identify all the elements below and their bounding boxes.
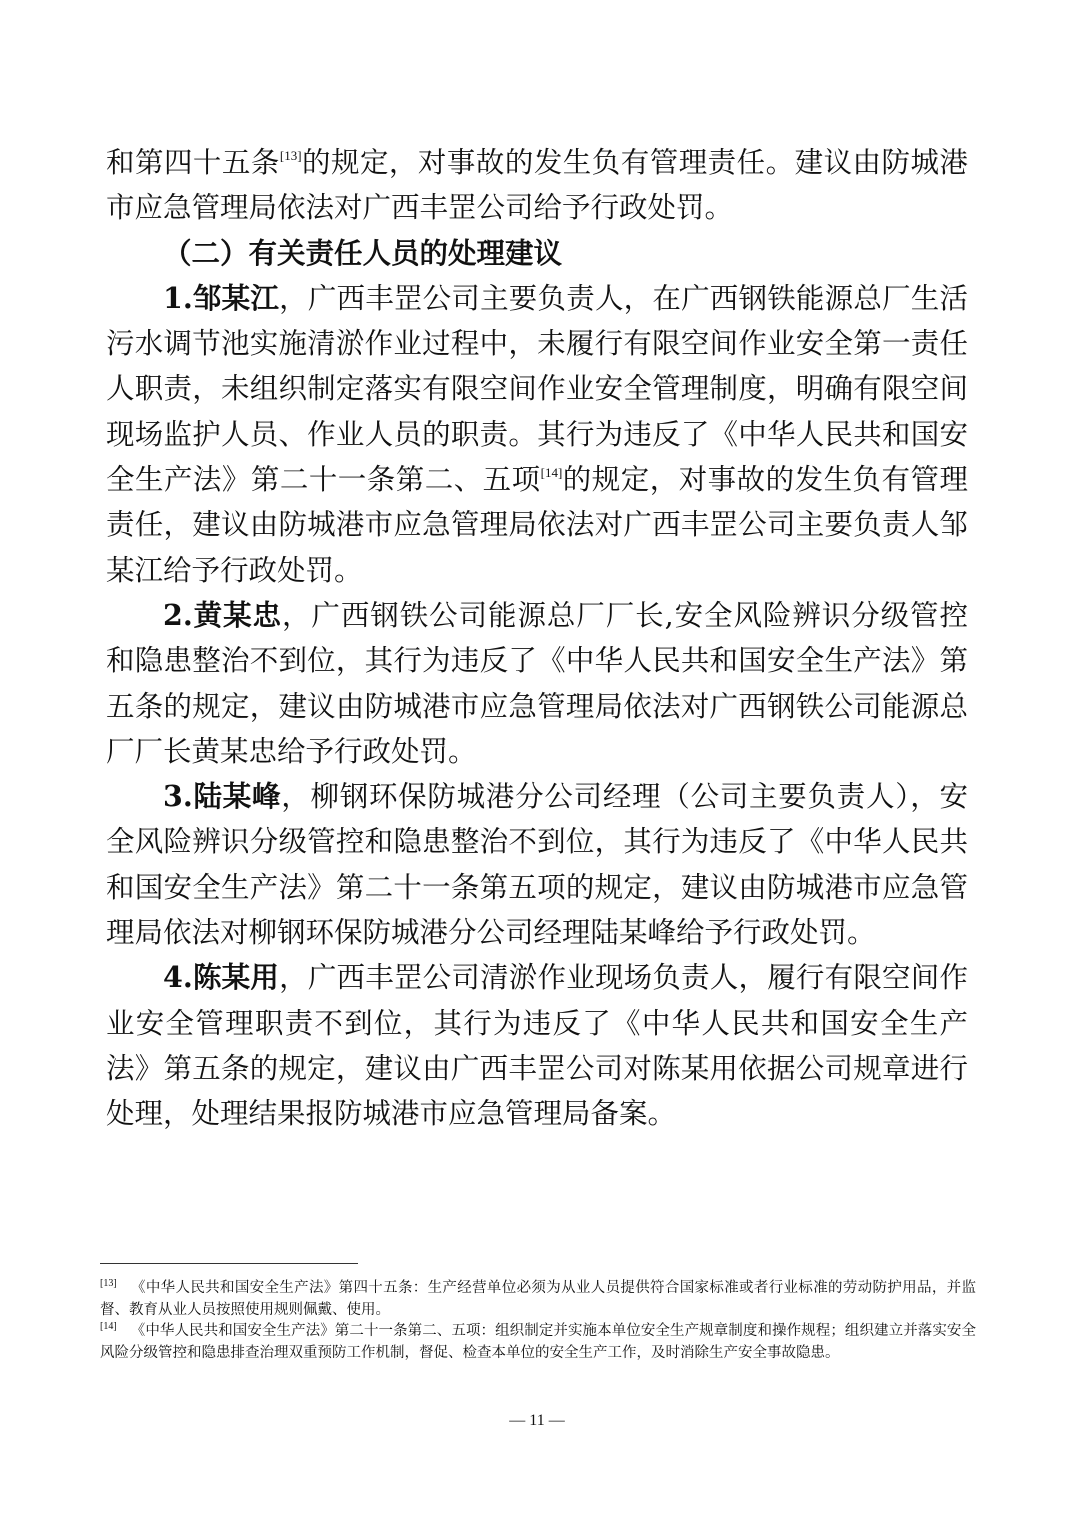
footnote-ref-14[interactable]: [14] bbox=[540, 465, 563, 481]
footnote-14-text: 《中华人民共和国安全生产法》第二十一条第二、五项：组织制定并实施本单位安全生产规章制度和操作规程；组织建立并落实安全风险分级管控和隐患排查治理双重预防工作机制，督促、检查本单位的安全生产工作，及时消除生产安全事故隐患。 bbox=[100, 1323, 976, 1361]
item-3-name: 3.陆某峰 bbox=[163, 779, 282, 814]
footnote-divider bbox=[100, 1263, 358, 1264]
item-2-name: 2.黄某忠 bbox=[163, 597, 282, 632]
body-text bbox=[106, 140, 968, 1137]
footnote-14 bbox=[100, 1321, 976, 1364]
footnote-14-label: [14] bbox=[100, 1321, 117, 1332]
item-4-name: 4.陈某用 bbox=[163, 960, 280, 995]
footnote-13-text: 《中华人民共和国安全生产法》第四十五条：生产经营单位必须为从业人员提供符合国家标准或者行业标准的劳动防护用品，并监督、教育从业人员按照使用规则佩戴、使用。 bbox=[100, 1280, 976, 1318]
paragraph-item-2: 2.黄某忠，广西钢铁公司能源总厂厂长,安全风险辨识分级管控和隐患整治不到位，其行为违反了《中华人民共和国安全生产法》第五条的规定，建议由防城港市应急管理局依法对广西钢铁公司能源总厂厂长黄某忠给予行政处罚。 bbox=[106, 597, 968, 768]
paragraph-item-4: 4.陈某用，广西丰罡公司清淤作业现场负责人，履行有限空间作业安全管理职责不到位，其行为违反了《中华人民共和国安全生产法》第五条的规定，建议由广西丰罡公司对陈某用依据公司规章进行处理，处理结果报防城港市应急管理局备案。 bbox=[106, 960, 968, 1131]
paragraph-continuation: 和第四十五条[13]的规定，对事故的发生负有管理责任。建议由防城港市应急管理局依法对广西丰罡公司给予行政处罚。 bbox=[106, 146, 968, 225]
page-number: — 11 — bbox=[509, 1412, 565, 1429]
footnote-13 bbox=[100, 1278, 976, 1321]
item-1-name: 1.邹某江 bbox=[163, 280, 280, 315]
paragraph-item-3: 3.陆某峰，柳钢环保防城港分公司经理（公司主要负责人），安全风险辨识分级管控和隐患整治不到位，其行为违反了《中华人民共和国安全生产法》第二十一条第五项的规定，建议由防城港市应急管理局依法对柳钢环保防城港分公司经理陆某峰给予行政处罚。 bbox=[106, 779, 968, 950]
paragraph-item-1: 1.邹某江，广西丰罡公司主要负责人，在广西钢铁能源总厂生活污水调节池实施清淤作业过程中，未履行有限空间作业安全第一责任人职责，未组织制定落实有限空间作业安全管理制度，明确有限空间现场监护人员、作业人员的职责。其行为违反了《中华人民共和国安全生产法》第二十一条第二、五项[14]的规定，对事故的发生负有管理责任，建议由防城港市应急管理局依法对广西丰罡公司主要负责人邹某江给予行政处罚。 bbox=[106, 280, 968, 587]
footnotes bbox=[100, 1278, 976, 1364]
footnote-13-label: [13] bbox=[100, 1278, 117, 1289]
footnote-ref-13[interactable]: [13] bbox=[279, 148, 302, 163]
section-heading: （二）有关责任人员的处理建议 bbox=[163, 235, 563, 270]
